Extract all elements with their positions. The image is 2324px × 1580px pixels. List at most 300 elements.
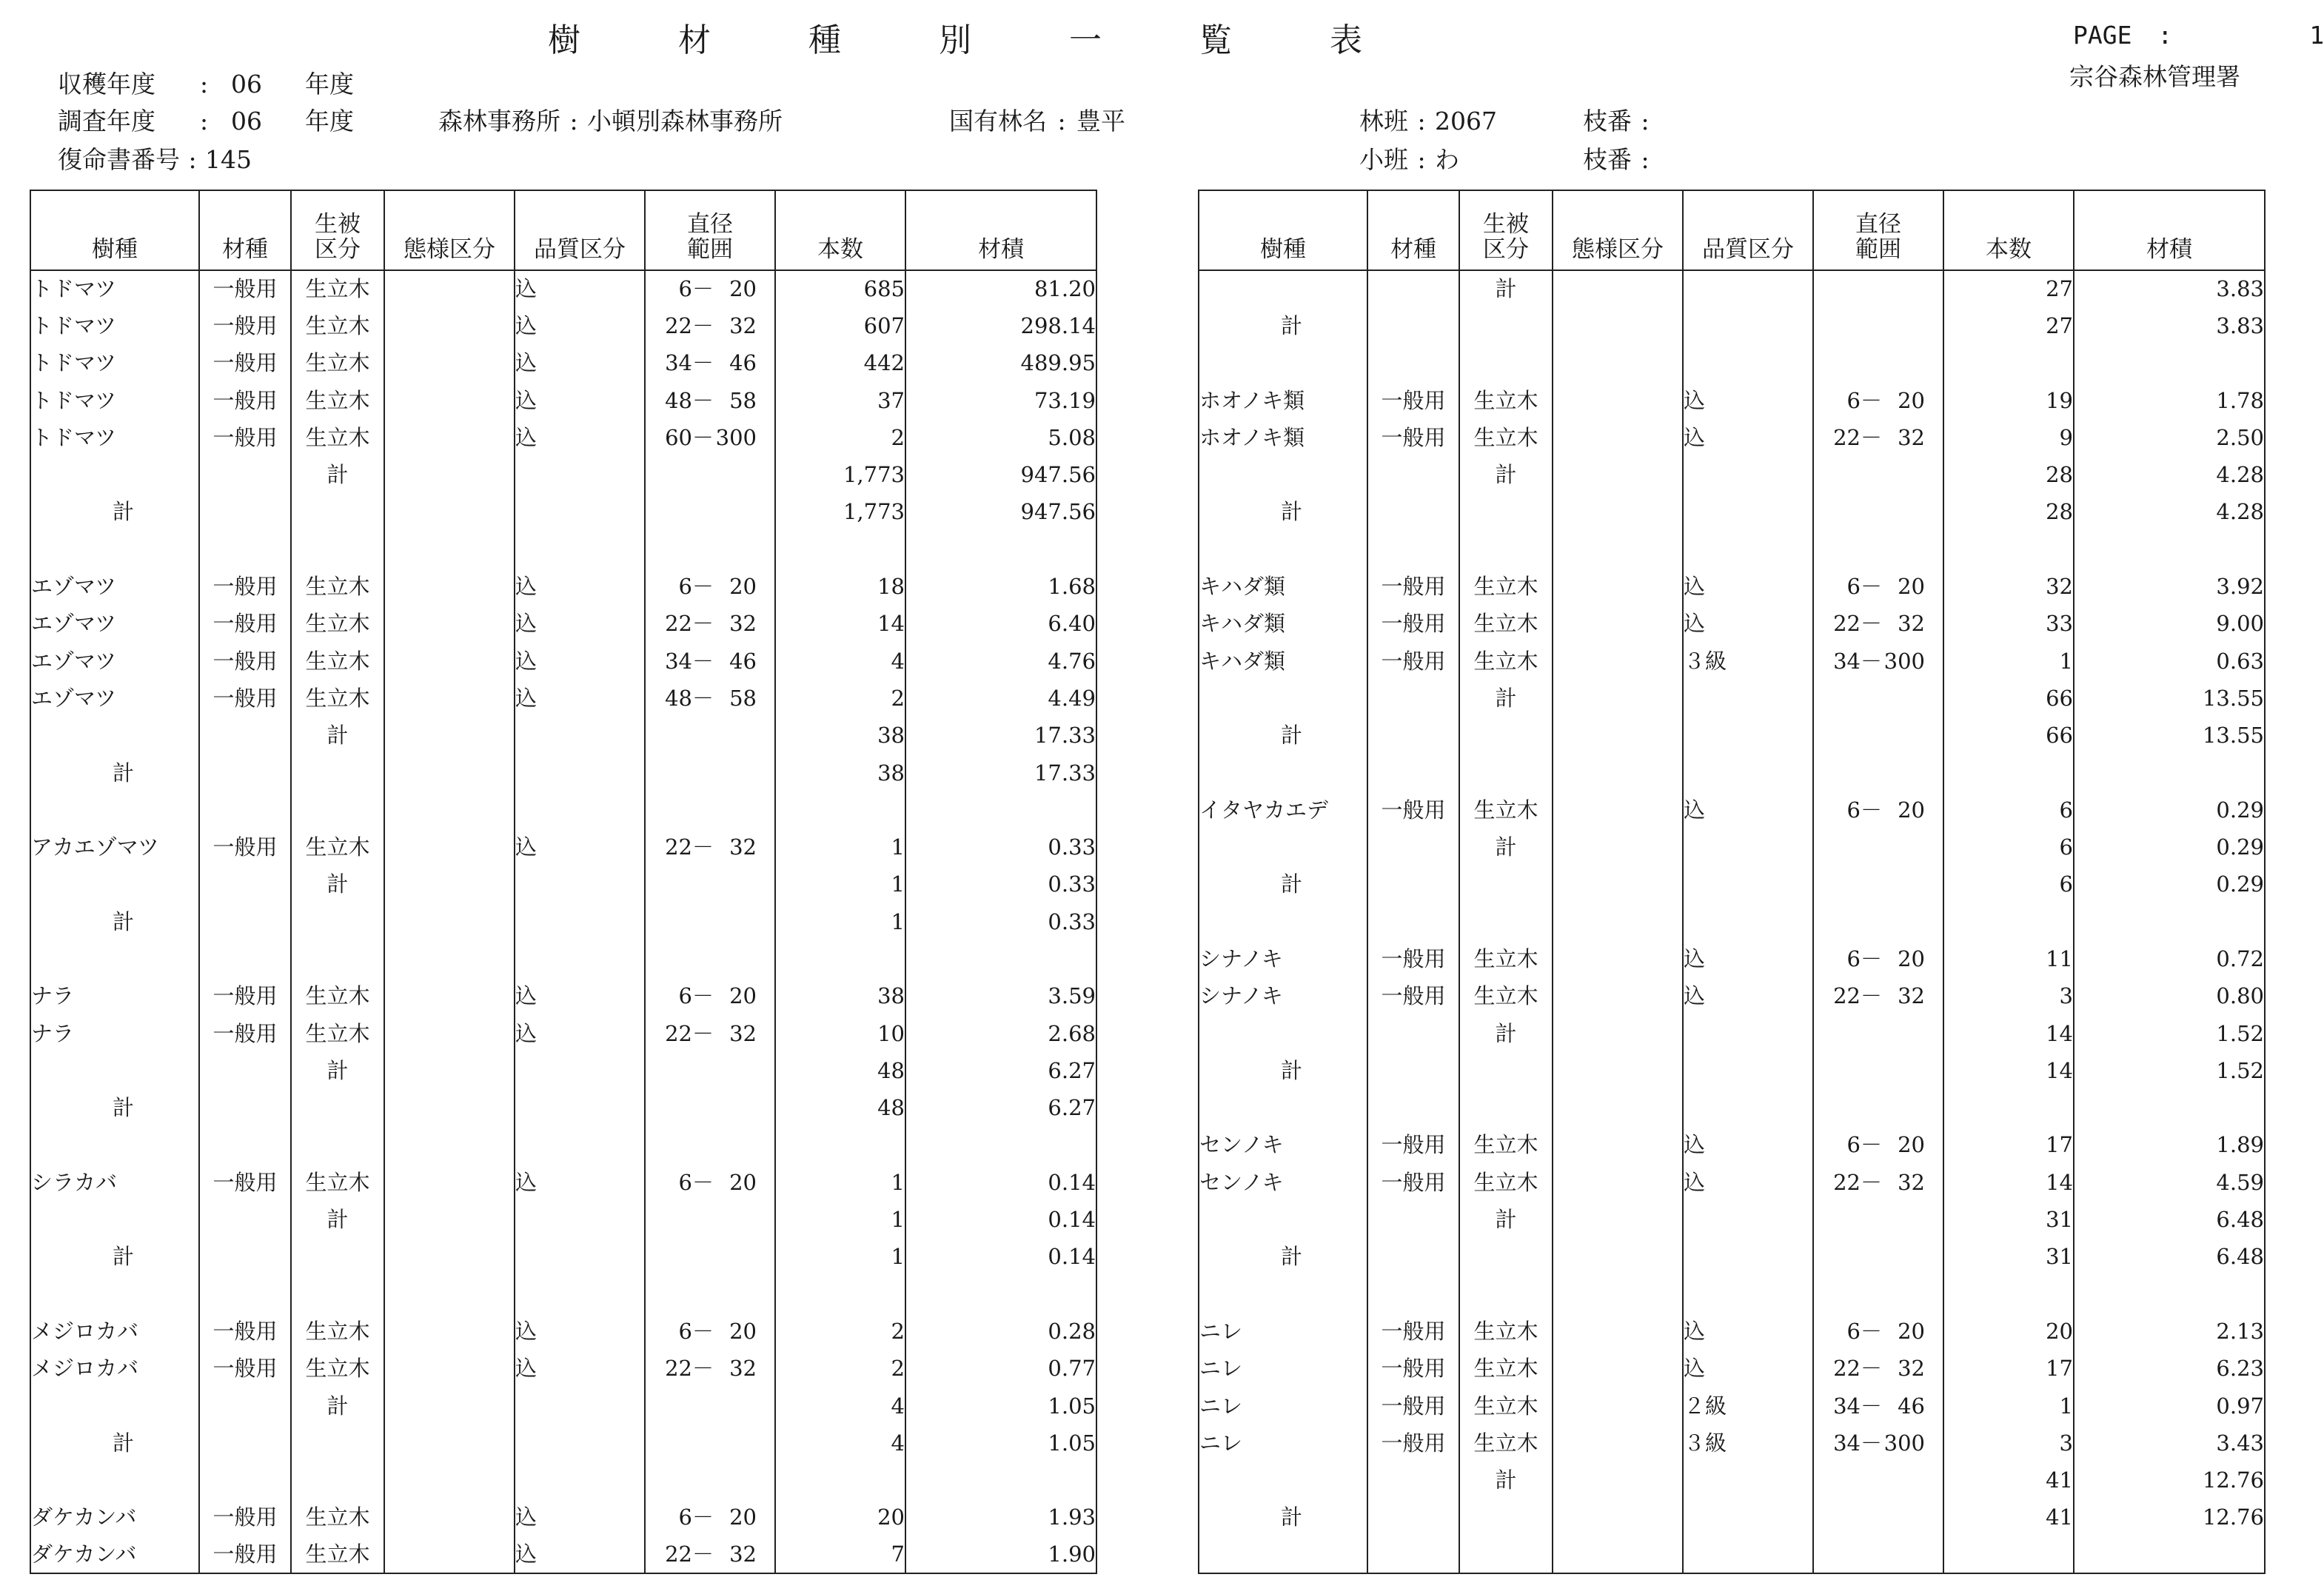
diameter-to: 20 xyxy=(729,1318,757,1344)
count-cell xyxy=(775,1127,905,1164)
table-row xyxy=(1199,382,2265,419)
table-row xyxy=(1199,1052,2265,1089)
quality-cell xyxy=(515,940,645,977)
species-cell xyxy=(1199,754,1367,791)
cover-cell: 生立木 xyxy=(291,419,384,456)
cover-cell xyxy=(291,754,384,791)
mode-cell xyxy=(384,531,515,568)
table-row xyxy=(30,382,1096,419)
table-row xyxy=(1199,531,2265,568)
quality-cell: 込 xyxy=(515,606,645,643)
volume-cell xyxy=(2074,1090,2265,1127)
mode-cell xyxy=(1553,1499,1683,1536)
mode-cell xyxy=(384,1239,515,1276)
right-timber-table xyxy=(1198,190,2266,1574)
col-material-header: 材種 xyxy=(1367,190,1459,270)
diameter-to: 20 xyxy=(729,983,757,1009)
mode-cell xyxy=(384,494,515,531)
volume-cell: 1.68 xyxy=(905,568,1096,605)
quality-cell: 込 xyxy=(1683,940,1813,977)
diameter-to: 58 xyxy=(729,685,757,711)
edaban-1-sep: : xyxy=(1641,107,1650,135)
mode-cell xyxy=(1553,1462,1683,1499)
mode-cell xyxy=(1553,903,1683,940)
table-row xyxy=(30,717,1096,754)
cover-cell: 生立木 xyxy=(1459,643,1553,680)
diameter-cell xyxy=(645,1276,775,1313)
material-cell xyxy=(1367,866,1459,903)
volume-cell xyxy=(2074,1276,2265,1313)
material-cell xyxy=(1367,1015,1459,1052)
diameter-from: 60－ xyxy=(665,424,714,450)
survey-year-value: 06 xyxy=(231,107,262,135)
cover-cell: 生立木 xyxy=(1459,1387,1553,1425)
volume-cell: 947.56 xyxy=(905,456,1096,493)
material-cell xyxy=(199,1239,291,1276)
count-cell xyxy=(775,1276,905,1313)
mode-cell xyxy=(384,1425,515,1462)
harvest-year-value: 06 xyxy=(231,70,262,98)
count-cell: 33 xyxy=(1943,606,2074,643)
count-cell: 31 xyxy=(1943,1239,2074,1276)
diameter-from: 6－ xyxy=(678,1318,714,1344)
species-cell: トドマツ xyxy=(30,307,199,344)
forest-office xyxy=(438,102,783,137)
cover-cell xyxy=(291,1090,384,1127)
diameter-from: 22－ xyxy=(665,312,714,338)
quality-cell: ３級 xyxy=(1683,643,1813,680)
volume-cell xyxy=(905,1462,1096,1499)
cover-cell: 計 xyxy=(1459,270,1553,307)
volume-cell: 1.52 xyxy=(2074,1015,2265,1052)
cover-cell: 生立木 xyxy=(291,1164,384,1201)
col-mode-header: 態様区分 xyxy=(1553,190,1683,270)
table-row xyxy=(1199,754,2265,791)
table-row xyxy=(30,866,1096,903)
species-cell xyxy=(30,940,199,977)
count-cell: 20 xyxy=(775,1499,905,1536)
diameter-cell xyxy=(1813,1276,1943,1313)
diameter-cell xyxy=(645,829,775,866)
count-cell: 1 xyxy=(1943,643,2074,680)
diameter-cell xyxy=(645,456,775,493)
diameter-cell xyxy=(645,1536,775,1573)
volume-cell: 3.43 xyxy=(2074,1425,2265,1462)
table-row xyxy=(1199,717,2265,754)
national-forest xyxy=(949,102,1125,137)
cover-cell: 生立木 xyxy=(1459,419,1553,456)
count-cell: 37 xyxy=(775,382,905,419)
diameter-cell xyxy=(645,1462,775,1499)
count-cell: 1 xyxy=(775,1164,905,1201)
species-cell xyxy=(30,1276,199,1313)
diameter-to: 46 xyxy=(729,350,757,376)
page-sep: : xyxy=(2157,21,2173,50)
species-cell: ダケカンバ xyxy=(30,1499,199,1536)
count-cell: 48 xyxy=(775,1052,905,1089)
diameter-to: 20 xyxy=(1898,797,1925,823)
diameter-cell xyxy=(1813,1499,1943,1536)
cover-cell xyxy=(1459,866,1553,903)
table-row xyxy=(30,307,1096,344)
col-cover-line2: 区分 xyxy=(1483,235,1529,263)
quality-cell xyxy=(1683,866,1813,903)
mode-cell xyxy=(384,717,515,754)
mode-cell xyxy=(1553,1201,1683,1238)
volume-cell: 6.23 xyxy=(2074,1350,2265,1387)
material-cell: 一般用 xyxy=(1367,791,1459,829)
volume-cell: 81.20 xyxy=(905,270,1096,307)
diameter-cell xyxy=(1813,791,1943,829)
table-row xyxy=(30,419,1096,456)
quality-cell xyxy=(515,1127,645,1164)
species-cell: メジロカバ xyxy=(30,1350,199,1387)
cover-cell xyxy=(1459,345,1553,382)
title-char: 表 xyxy=(1330,21,1362,59)
diameter-to: 20 xyxy=(729,276,757,302)
diameter-from: 6－ xyxy=(1846,1318,1882,1344)
cover-cell: 生立木 xyxy=(1459,382,1553,419)
species-cell xyxy=(1199,345,1367,382)
species-cell: 計 xyxy=(1199,717,1367,754)
table-row xyxy=(1199,1350,2265,1387)
table-row xyxy=(30,1387,1096,1425)
diameter-to: 20 xyxy=(1898,1132,1925,1158)
mode-cell xyxy=(384,382,515,419)
species-cell: シナノキ xyxy=(1199,978,1367,1015)
material-cell: 一般用 xyxy=(199,1350,291,1387)
diameter-cell xyxy=(645,643,775,680)
diameter-cell xyxy=(1813,1090,1943,1127)
cover-cell: 生立木 xyxy=(291,606,384,643)
volume-cell: 0.28 xyxy=(905,1313,1096,1350)
table-row xyxy=(30,1015,1096,1052)
quality-cell xyxy=(515,1090,645,1127)
cover-cell: 生立木 xyxy=(291,978,384,1015)
diameter-from: 6－ xyxy=(1846,945,1882,971)
species-cell: キハダ類 xyxy=(1199,643,1367,680)
volume-cell: 0.33 xyxy=(905,829,1096,866)
quality-cell xyxy=(515,531,645,568)
cover-cell xyxy=(291,940,384,977)
diameter-cell xyxy=(1813,680,1943,717)
diameter-cell xyxy=(645,1387,775,1425)
quality-cell: 込 xyxy=(1683,382,1813,419)
table-row xyxy=(30,606,1096,643)
count-cell: 14 xyxy=(775,606,905,643)
edaban-1 xyxy=(1583,102,1658,137)
quality-cell: 込 xyxy=(515,1536,645,1573)
col-volume-header: 材積 xyxy=(905,190,1096,270)
col-cover-header xyxy=(1459,190,1553,270)
material-cell: 一般用 xyxy=(199,382,291,419)
volume-cell: 0.14 xyxy=(905,1239,1096,1276)
quality-cell: 込 xyxy=(1683,791,1813,829)
mode-cell xyxy=(1553,1425,1683,1462)
material-cell xyxy=(1367,307,1459,344)
species-cell: 計 xyxy=(30,494,199,531)
diameter-to: 20 xyxy=(1898,574,1925,600)
mode-cell xyxy=(1553,754,1683,791)
diameter-cell xyxy=(645,1052,775,1089)
material-cell xyxy=(1367,717,1459,754)
quality-cell: 込 xyxy=(515,829,645,866)
material-cell: 一般用 xyxy=(199,680,291,717)
diameter-to: 300 xyxy=(1883,648,1925,674)
mode-cell xyxy=(1553,1239,1683,1276)
diameter-cell xyxy=(1813,643,1943,680)
col-diameter-line2: 範囲 xyxy=(1855,235,1901,263)
mode-cell xyxy=(1553,1015,1683,1052)
mode-cell xyxy=(384,1350,515,1387)
material-cell xyxy=(199,1462,291,1499)
mode-cell xyxy=(384,1090,515,1127)
col-cover-line1: 生被 xyxy=(1483,210,1529,238)
count-cell: 6 xyxy=(1943,866,2074,903)
mode-cell xyxy=(1553,1127,1683,1164)
material-cell xyxy=(199,866,291,903)
cover-cell xyxy=(1459,1052,1553,1089)
quality-cell xyxy=(515,754,645,791)
table-row xyxy=(30,1164,1096,1201)
quality-cell: 込 xyxy=(515,1313,645,1350)
edaban-2-label: 枝番 xyxy=(1583,145,1632,174)
material-cell xyxy=(1367,829,1459,866)
species-cell xyxy=(30,866,199,903)
mode-cell xyxy=(384,1127,515,1164)
diameter-from: 22－ xyxy=(1833,1356,1882,1382)
table-row xyxy=(1199,1425,2265,1462)
table-row xyxy=(1199,1015,2265,1052)
diameter-cell xyxy=(645,680,775,717)
material-cell xyxy=(1367,1462,1459,1499)
material-cell xyxy=(1367,1239,1459,1276)
shohan-value: わ xyxy=(1435,145,1459,174)
species-cell: イタヤカエデ xyxy=(1199,791,1367,829)
diameter-cell xyxy=(1813,1239,1943,1276)
quality-cell xyxy=(515,1425,645,1462)
table-row xyxy=(30,1127,1096,1164)
species-cell xyxy=(30,717,199,754)
material-cell xyxy=(199,791,291,829)
diameter-cell xyxy=(645,270,775,307)
table-row xyxy=(1199,1462,2265,1499)
shohan-sep: : xyxy=(1417,145,1426,174)
species-cell: ニレ xyxy=(1199,1313,1367,1350)
cover-cell: 計 xyxy=(291,456,384,493)
cover-cell: 生立木 xyxy=(291,1313,384,1350)
shohan xyxy=(1359,141,1459,175)
count-cell: 4 xyxy=(775,643,905,680)
volume-cell: 73.19 xyxy=(905,382,1096,419)
species-cell: 計 xyxy=(1199,494,1367,531)
quality-cell xyxy=(1683,494,1813,531)
species-cell: 計 xyxy=(30,1090,199,1127)
diameter-to: 32 xyxy=(729,1020,757,1046)
col-diameter-line1: 直径 xyxy=(1855,210,1901,238)
material-cell: 一般用 xyxy=(1367,940,1459,977)
col-quality-header: 品質区分 xyxy=(515,190,645,270)
quality-cell xyxy=(1683,531,1813,568)
volume-cell: 13.55 xyxy=(2074,717,2265,754)
diameter-cell xyxy=(645,791,775,829)
material-cell xyxy=(199,717,291,754)
table-row xyxy=(30,456,1096,493)
quality-cell: 込 xyxy=(1683,1313,1813,1350)
species-cell: エゾマツ xyxy=(30,680,199,717)
diameter-cell xyxy=(645,1239,775,1276)
diameter-from: 22－ xyxy=(665,1356,714,1382)
species-cell: メジロカバ xyxy=(30,1313,199,1350)
diameter-to: 32 xyxy=(729,312,757,338)
count-cell: 6 xyxy=(1943,791,2074,829)
species-cell xyxy=(1199,1201,1367,1238)
mode-cell xyxy=(1553,866,1683,903)
mode-cell xyxy=(384,1387,515,1425)
material-cell xyxy=(1367,1090,1459,1127)
left-table-body xyxy=(30,270,1096,1573)
mode-cell xyxy=(1553,1276,1683,1313)
volume-cell: 5.08 xyxy=(905,419,1096,456)
left-timber-table xyxy=(30,190,1097,1574)
material-cell xyxy=(199,903,291,940)
diameter-from: 6－ xyxy=(678,276,714,302)
col-species-header: 樹種 xyxy=(30,190,199,270)
diameter-from: 22－ xyxy=(665,834,714,860)
mode-cell xyxy=(1553,1052,1683,1089)
count-cell xyxy=(775,791,905,829)
mode-cell xyxy=(1553,345,1683,382)
cover-cell xyxy=(291,1276,384,1313)
col-mode-header: 態様区分 xyxy=(384,190,515,270)
diameter-from: 22－ xyxy=(1833,983,1882,1009)
mode-cell xyxy=(1553,568,1683,605)
cover-cell: 生立木 xyxy=(1459,1313,1553,1350)
cover-cell xyxy=(291,1239,384,1276)
cover-cell: 計 xyxy=(291,717,384,754)
species-cell: センノキ xyxy=(1199,1127,1367,1164)
quality-cell: 込 xyxy=(1683,978,1813,1015)
diameter-from: 22－ xyxy=(1833,1169,1882,1195)
quality-cell xyxy=(515,456,645,493)
material-cell xyxy=(199,1425,291,1462)
diameter-to: 32 xyxy=(729,611,757,637)
mode-cell xyxy=(384,1164,515,1201)
diameter-cell xyxy=(1813,829,1943,866)
cover-cell: 計 xyxy=(291,1201,384,1238)
office-name: 宗谷森林管理署 xyxy=(2069,62,2240,91)
table-row xyxy=(1199,791,2265,829)
mode-cell xyxy=(384,1201,515,1238)
quality-cell: 込 xyxy=(515,419,645,456)
diameter-cell xyxy=(645,940,775,977)
count-cell: 4 xyxy=(775,1425,905,1462)
table-row xyxy=(30,494,1096,531)
material-cell xyxy=(1367,531,1459,568)
title-char: 覧 xyxy=(1199,21,1232,59)
volume-cell: 489.95 xyxy=(905,345,1096,382)
count-cell: 20 xyxy=(1943,1313,2074,1350)
diameter-cell xyxy=(645,345,775,382)
count-cell: 1 xyxy=(775,1239,905,1276)
diameter-cell xyxy=(1813,494,1943,531)
diameter-cell xyxy=(1813,1462,1943,1499)
mode-cell xyxy=(384,1052,515,1089)
volume-cell xyxy=(2074,754,2265,791)
material-cell xyxy=(1367,494,1459,531)
count-cell: 1,773 xyxy=(775,494,905,531)
diameter-from: 34－ xyxy=(1833,648,1882,674)
volume-cell xyxy=(905,1276,1096,1313)
mode-cell xyxy=(1553,531,1683,568)
count-cell xyxy=(775,1462,905,1499)
cover-cell: 生立木 xyxy=(291,680,384,717)
cover-cell xyxy=(291,494,384,531)
national-forest-value: 豊平 xyxy=(1076,107,1125,135)
diameter-cell xyxy=(645,1499,775,1536)
diameter-to: 300 xyxy=(1883,1430,1925,1456)
cover-cell xyxy=(1459,1276,1553,1313)
count-cell: 1 xyxy=(775,829,905,866)
count-cell xyxy=(1943,903,2074,940)
species-cell: シラカバ xyxy=(30,1164,199,1201)
diameter-from: 48－ xyxy=(665,387,714,413)
quality-cell xyxy=(515,866,645,903)
volume-cell: 0.77 xyxy=(905,1350,1096,1387)
diameter-cell xyxy=(1813,1052,1943,1089)
volume-cell: 12.76 xyxy=(2074,1462,2265,1499)
diameter-to: 300 xyxy=(715,424,757,450)
volume-cell: 0.29 xyxy=(2074,791,2265,829)
species-cell xyxy=(30,531,199,568)
table-row xyxy=(30,1536,1096,1573)
species-cell xyxy=(30,1201,199,1238)
quality-cell: 込 xyxy=(1683,1127,1813,1164)
material-cell: 一般用 xyxy=(199,1313,291,1350)
title-char: 別 xyxy=(939,21,971,59)
mode-cell xyxy=(1553,1313,1683,1350)
quality-cell: 込 xyxy=(1683,606,1813,643)
count-cell: 2 xyxy=(775,1350,905,1387)
mode-cell xyxy=(384,1015,515,1052)
diameter-cell xyxy=(645,754,775,791)
count-cell: 14 xyxy=(1943,1015,2074,1052)
diameter-cell xyxy=(645,1164,775,1201)
cover-cell xyxy=(291,1127,384,1164)
mode-cell xyxy=(384,419,515,456)
diameter-cell xyxy=(1813,754,1943,791)
cover-cell xyxy=(1459,903,1553,940)
volume-cell: 947.56 xyxy=(905,494,1096,531)
volume-cell: 1.78 xyxy=(2074,382,2265,419)
material-cell xyxy=(199,1052,291,1089)
table-row xyxy=(1199,1276,2265,1313)
mode-cell xyxy=(1553,1090,1683,1127)
col-volume-header: 材積 xyxy=(2074,190,2265,270)
material-cell: 一般用 xyxy=(199,345,291,382)
species-cell: ニレ xyxy=(1199,1350,1367,1387)
diameter-to: 20 xyxy=(729,1169,757,1195)
material-cell: 一般用 xyxy=(1367,1127,1459,1164)
quality-cell xyxy=(515,1276,645,1313)
count-cell: 32 xyxy=(1943,568,2074,605)
count-cell: 1 xyxy=(1943,1387,2074,1425)
diameter-from: 6－ xyxy=(678,983,714,1009)
material-cell: 一般用 xyxy=(199,270,291,307)
table-row xyxy=(1199,307,2265,344)
quality-cell: 込 xyxy=(515,978,645,1015)
quality-cell xyxy=(1683,1015,1813,1052)
